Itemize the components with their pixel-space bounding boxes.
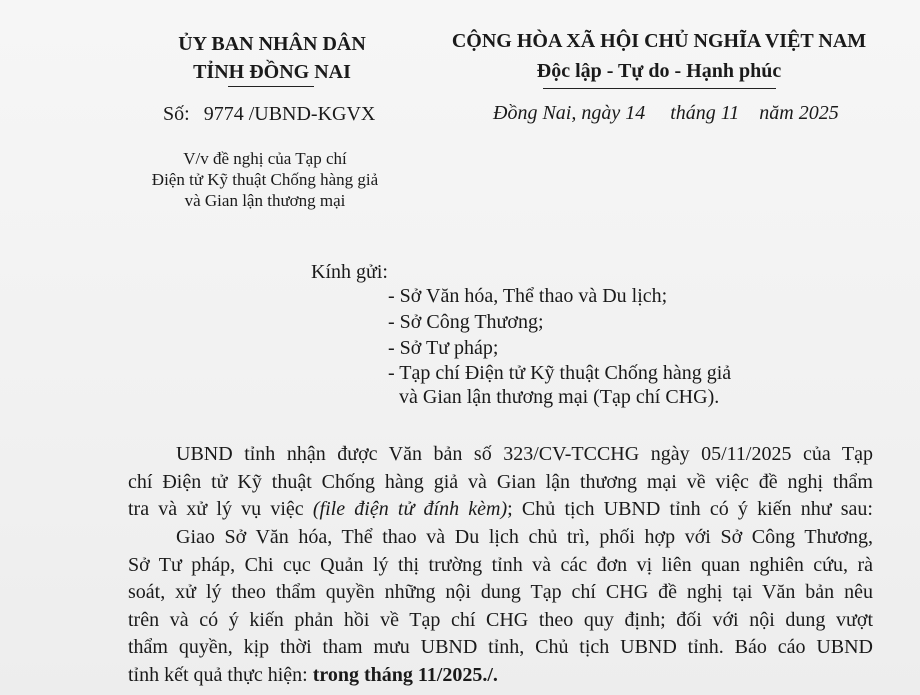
- date-place: Đồng Nai, ngày: [493, 102, 621, 124]
- recipient-item: - Tạp chí Điện tử Kỹ thuật Chống hàng giả: [388, 362, 732, 384]
- deadline-text: trong tháng 11/2025./.: [312, 663, 498, 686]
- issuing-authority-line1: ỦY BAN NHÂN DÂN: [178, 33, 366, 55]
- dateline: [493, 102, 839, 125]
- paragraph-line: chí Điện tử Kỹ thuật Chống hàng giả và Gian lận thương mại về việc đề nghị thẩm: [128, 470, 873, 493]
- paragraph-text: tra và xử lý vụ việc: [128, 498, 313, 520]
- document-number: [163, 103, 375, 126]
- paragraph-line: Sở Tư pháp, Chi cục Quản lý thị trường tỉnh và các đơn vị liên quan nghiên cứu, rà: [128, 553, 873, 576]
- paragraph-text: ; Chủ tịch UBND tỉnh có ý kiến như sau:: [507, 498, 873, 520]
- national-title: CỘNG HÒA XÃ HỘI CHỦ NGHĨA VIỆT NAM: [451, 30, 867, 52]
- recipients-label: Kính gửi:: [311, 261, 388, 283]
- date-month: 11: [720, 102, 740, 124]
- paragraph-line: UBND tỉnh nhận được Văn bản số 323/CV-TCCHG ngày 05/11/2025 của Tạp: [176, 443, 873, 465]
- paragraph-line: soát, xử lý theo thẩm quyền những nội dung Tạp chí CHG đề nghị tại Văn bản nêu: [128, 581, 873, 603]
- motto-line: Độc lập - Tự do - Hạnh phúc: [536, 60, 782, 82]
- subject-line1: V/v đề nghị của Tạp chí: [183, 149, 347, 168]
- recipient-item: và Gian lận thương mại (Tạp chí CHG).: [399, 386, 720, 408]
- national-motto: [445, 26, 873, 86]
- subject-line3: và Gian lận thương mại: [184, 191, 346, 210]
- motto-underline: [543, 88, 776, 89]
- document-number-label: Số:: [163, 103, 190, 125]
- paragraph-line: trên và có ý kiến phản hồi về Tạp chí CHG theo quy định; đối với nội dung vượt: [128, 608, 873, 631]
- recipient-item: - Sở Công Thương;: [388, 311, 544, 333]
- attachment-note: (file điện tử đính kèm): [312, 498, 508, 520]
- recipient-item: - Sở Tư pháp;: [388, 337, 499, 359]
- body-paragraph-1: [128, 441, 873, 524]
- issuing-authority: [172, 30, 372, 86]
- date-day: 14: [625, 102, 646, 124]
- authority-underline: [228, 86, 314, 87]
- paragraph-line: Giao Sở Văn hóa, Thể thao và Du lịch chủ trì, phối hợp với Sở Công Thương,: [176, 526, 873, 548]
- recipient-item: - Sở Văn hóa, Thể thao và Du lịch;: [388, 285, 668, 307]
- body-paragraph-2: [128, 524, 873, 689]
- issuing-authority-line2: TỈNH ĐỒNG NAI: [193, 61, 351, 83]
- date-year-label: năm: [759, 102, 794, 124]
- document-number-value: 9774 /UBND-KGVX: [203, 103, 376, 125]
- date-month-label: tháng: [670, 102, 716, 124]
- paragraph-line: thẩm quyền, kịp thời tham mưu UBND tỉnh, Chủ tịch UBND tỉnh. Báo cáo UBND: [128, 636, 873, 658]
- paragraph-line: [128, 662, 873, 690]
- paragraph-line: [128, 496, 873, 524]
- date-year: 2025: [798, 102, 839, 124]
- paragraph-text: tỉnh kết quả thực hiện:: [128, 663, 313, 686]
- subject-summary: [120, 148, 410, 211]
- subject-line2: Điện tử Kỹ thuật Chống hàng giả: [151, 170, 379, 189]
